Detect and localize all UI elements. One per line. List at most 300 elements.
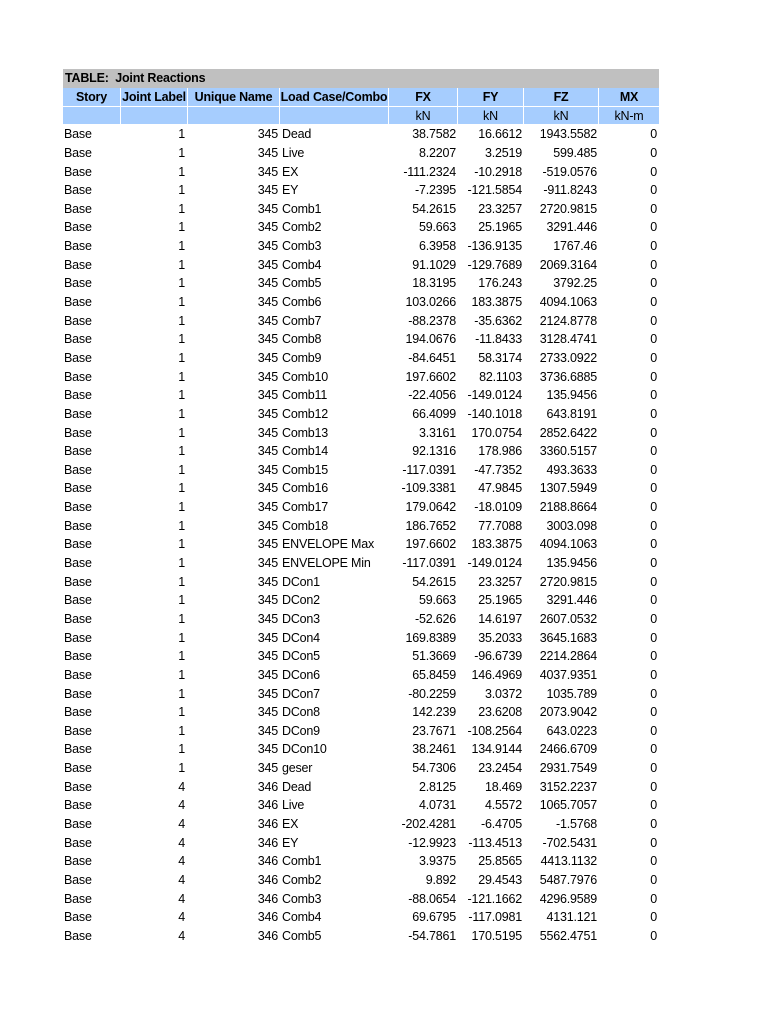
cell-joint-label[interactable]: 1 (178, 518, 185, 533)
cell-load-case[interactable]: Comb12 (282, 406, 329, 421)
cell-story[interactable]: Base (64, 835, 92, 850)
cell-fz[interactable]: -702.5431 (542, 835, 597, 850)
cell-fz[interactable]: 4296.9589 (539, 891, 597, 906)
cell-mx[interactable]: 0 (650, 481, 657, 496)
cell-fx[interactable]: -88.0654 (408, 891, 456, 906)
cell-fz[interactable]: 3152.2237 (539, 779, 597, 794)
cell-mx[interactable]: 0 (650, 444, 657, 459)
cell-fz[interactable]: 135.9456 (546, 388, 597, 403)
unit-fy[interactable]: kN (458, 107, 524, 126)
cell-fz[interactable]: 5562.4751 (539, 928, 597, 943)
cell-fz[interactable]: 1035.789 (546, 686, 597, 701)
cell-unique-name[interactable]: 345 (257, 761, 278, 776)
cell-mx[interactable]: 0 (650, 183, 657, 198)
cell-mx[interactable]: 0 (650, 779, 657, 794)
cell-fz[interactable]: 5487.7976 (539, 872, 597, 887)
cell-joint-label[interactable]: 1 (178, 462, 185, 477)
cell-fx[interactable]: 54.2615 (412, 201, 456, 216)
cell-story[interactable]: Base (64, 630, 92, 645)
cell-fy[interactable]: -6.4705 (481, 816, 522, 831)
cell-joint-label[interactable]: 1 (178, 164, 185, 179)
cell-joint-label[interactable]: 4 (178, 779, 185, 794)
cell-mx[interactable]: 0 (650, 910, 657, 925)
cell-load-case[interactable]: Comb9 (282, 350, 322, 365)
cell-fx[interactable]: -117.0391 (402, 462, 456, 477)
cell-fz[interactable]: 2073.9042 (539, 705, 597, 720)
cell-unique-name[interactable]: 345 (257, 145, 278, 160)
cell-joint-label[interactable]: 1 (178, 350, 185, 365)
cell-story[interactable]: Base (64, 350, 92, 365)
cell-fz[interactable]: 4413.1132 (540, 854, 597, 869)
cell-fz[interactable]: 3003.098 (546, 518, 597, 533)
cell-fz[interactable]: 2607.0532 (539, 611, 597, 626)
cell-fz[interactable]: 2931.7549 (539, 761, 597, 776)
cell-unique-name[interactable]: 345 (257, 500, 278, 515)
cell-fy[interactable]: 134.9144 (471, 742, 522, 757)
cell-fy[interactable]: -108.2564 (467, 723, 522, 738)
cell-story[interactable]: Base (64, 444, 92, 459)
cell-story[interactable]: Base (64, 425, 92, 440)
cell-fy[interactable]: -113.4513 (468, 835, 522, 850)
cell-fy[interactable]: 4.5572 (484, 798, 522, 813)
cell-joint-label[interactable]: 1 (178, 257, 185, 272)
cell-fz[interactable]: 2124.8778 (539, 313, 597, 328)
cell-story[interactable]: Base (64, 388, 92, 403)
cell-joint-label[interactable]: 4 (178, 835, 185, 850)
cell-unique-name[interactable]: 345 (257, 649, 278, 664)
unit-unique-name[interactable] (188, 107, 280, 126)
cell-fy[interactable]: 183.3875 (471, 295, 522, 310)
cell-mx[interactable]: 0 (650, 164, 657, 179)
cell-unique-name[interactable]: 345 (257, 350, 278, 365)
cell-mx[interactable]: 0 (650, 276, 657, 291)
cell-fy[interactable]: 25.1965 (478, 220, 522, 235)
cell-unique-name[interactable]: 346 (257, 928, 278, 943)
cell-unique-name[interactable]: 345 (257, 369, 278, 384)
cell-fy[interactable]: 18.469 (484, 779, 522, 794)
cell-mx[interactable]: 0 (650, 556, 657, 571)
cell-mx[interactable]: 0 (650, 742, 657, 757)
header-load-case[interactable]: Load Case/Combo (280, 88, 389, 107)
cell-unique-name[interactable]: 345 (257, 444, 278, 459)
cell-fx[interactable]: 2.8125 (418, 779, 456, 794)
cell-fz[interactable]: 2733.0922 (539, 350, 597, 365)
cell-fy[interactable]: 25.8565 (478, 854, 522, 869)
cell-load-case[interactable]: Comb7 (282, 313, 322, 328)
cell-load-case[interactable]: Live (282, 145, 305, 160)
cell-joint-label[interactable]: 1 (178, 220, 185, 235)
cell-load-case[interactable]: EX (282, 164, 299, 179)
cell-story[interactable]: Base (64, 257, 92, 272)
cell-fx[interactable]: 169.8389 (405, 630, 456, 645)
cell-joint-label[interactable]: 1 (178, 295, 185, 310)
unit-fz[interactable]: kN (524, 107, 599, 126)
cell-mx[interactable]: 0 (650, 145, 657, 160)
cell-fz[interactable]: 4094.1063 (539, 295, 597, 310)
cell-unique-name[interactable]: 345 (257, 556, 278, 571)
cell-fx[interactable]: 38.7582 (412, 127, 456, 142)
cell-mx[interactable]: 0 (650, 462, 657, 477)
header-story[interactable]: Story (63, 88, 121, 107)
cell-fx[interactable]: -7.2395 (415, 183, 456, 198)
cell-fy[interactable]: 23.2454 (478, 761, 522, 776)
cell-story[interactable]: Base (64, 145, 92, 160)
header-fy[interactable]: FY (458, 88, 524, 107)
cell-joint-label[interactable]: 1 (178, 313, 185, 328)
cell-load-case[interactable]: EY (282, 183, 299, 198)
cell-story[interactable]: Base (64, 406, 92, 421)
cell-story[interactable]: Base (64, 518, 92, 533)
cell-joint-label[interactable]: 4 (178, 910, 185, 925)
cell-mx[interactable]: 0 (650, 332, 657, 347)
cell-story[interactable]: Base (64, 891, 92, 906)
cell-fz[interactable]: 493.3633 (546, 462, 597, 477)
cell-fx[interactable]: -22.4056 (408, 388, 456, 403)
cell-fx[interactable]: 197.6602 (405, 369, 456, 384)
cell-mx[interactable]: 0 (650, 313, 657, 328)
cell-unique-name[interactable]: 345 (257, 127, 278, 142)
cell-fx[interactable]: 8.2207 (418, 145, 456, 160)
cell-fx[interactable]: 6.3958 (418, 239, 456, 254)
cell-story[interactable]: Base (64, 928, 92, 943)
cell-load-case[interactable]: Comb18 (282, 518, 329, 533)
cell-fy[interactable]: 178.986 (478, 444, 522, 459)
cell-fy[interactable]: 23.3257 (478, 574, 522, 589)
cell-unique-name[interactable]: 345 (257, 611, 278, 626)
cell-load-case[interactable]: Comb6 (282, 295, 322, 310)
cell-fx[interactable]: -88.2378 (408, 313, 456, 328)
cell-load-case[interactable]: DCon2 (282, 593, 320, 608)
cell-joint-label[interactable]: 1 (178, 369, 185, 384)
cell-mx[interactable]: 0 (650, 835, 657, 850)
cell-fz[interactable]: 4094.1063 (539, 537, 597, 552)
cell-story[interactable]: Base (64, 127, 92, 142)
cell-story[interactable]: Base (64, 705, 92, 720)
cell-fz[interactable]: 2720.9815 (539, 574, 597, 589)
cell-load-case[interactable]: ENVELOPE Min (282, 556, 371, 571)
cell-joint-label[interactable]: 4 (178, 872, 185, 887)
cell-joint-label[interactable]: 1 (178, 761, 185, 776)
cell-joint-label[interactable]: 1 (178, 444, 185, 459)
cell-load-case[interactable]: DCon3 (282, 611, 320, 626)
cell-unique-name[interactable]: 346 (257, 910, 278, 925)
cell-fz[interactable]: 1767.46 (553, 239, 597, 254)
cell-fy[interactable]: 183.3875 (471, 537, 522, 552)
cell-story[interactable]: Base (64, 574, 92, 589)
cell-unique-name[interactable]: 345 (257, 537, 278, 552)
cell-mx[interactable]: 0 (650, 705, 657, 720)
cell-unique-name[interactable]: 345 (257, 276, 278, 291)
cell-fy[interactable]: 170.5195 (471, 928, 522, 943)
cell-fx[interactable]: 69.6795 (412, 910, 456, 925)
cell-fz[interactable]: 3291.446 (546, 220, 597, 235)
cell-fx[interactable]: 54.2615 (412, 574, 456, 589)
cell-fy[interactable]: 58.3174 (478, 350, 522, 365)
cell-fy[interactable]: 29.4543 (478, 872, 522, 887)
cell-unique-name[interactable]: 345 (257, 462, 278, 477)
cell-load-case[interactable]: Comb10 (282, 369, 329, 384)
cell-unique-name[interactable]: 345 (257, 332, 278, 347)
cell-load-case[interactable]: Comb16 (282, 481, 329, 496)
cell-fx[interactable]: 197.6602 (405, 537, 456, 552)
unit-load-case[interactable] (280, 107, 389, 126)
cell-load-case[interactable]: Comb8 (282, 332, 322, 347)
cell-fy[interactable]: -18.0109 (474, 500, 522, 515)
cell-joint-label[interactable]: 1 (178, 723, 185, 738)
cell-story[interactable]: Base (64, 276, 92, 291)
cell-fy[interactable]: 14.6197 (478, 611, 522, 626)
cell-unique-name[interactable]: 346 (257, 798, 278, 813)
cell-story[interactable]: Base (64, 798, 92, 813)
cell-load-case[interactable]: EX (282, 816, 299, 831)
cell-fx[interactable]: 38.2461 (412, 742, 456, 757)
cell-story[interactable]: Base (64, 239, 92, 254)
cell-unique-name[interactable]: 345 (257, 593, 278, 608)
cell-load-case[interactable]: Comb1 (282, 854, 322, 869)
cell-load-case[interactable]: DCon9 (282, 723, 320, 738)
cell-fy[interactable]: -136.9135 (467, 239, 522, 254)
unit-fx[interactable]: kN (389, 107, 458, 126)
cell-load-case[interactable]: Comb5 (282, 276, 322, 291)
cell-joint-label[interactable]: 1 (178, 276, 185, 291)
cell-load-case[interactable]: Comb11 (282, 388, 328, 403)
cell-joint-label[interactable]: 1 (178, 593, 185, 608)
cell-mx[interactable]: 0 (650, 667, 657, 682)
cell-fx[interactable]: -52.626 (415, 611, 456, 626)
cell-mx[interactable]: 0 (650, 369, 657, 384)
cell-joint-label[interactable]: 4 (178, 798, 185, 813)
cell-unique-name[interactable]: 345 (257, 742, 278, 757)
cell-story[interactable]: Base (64, 742, 92, 757)
cell-load-case[interactable]: DCon4 (282, 630, 320, 645)
cell-story[interactable]: Base (64, 295, 92, 310)
cell-load-case[interactable]: DCon1 (282, 574, 320, 589)
cell-fx[interactable]: -117.0391 (402, 556, 456, 571)
cell-unique-name[interactable]: 345 (257, 481, 278, 496)
cell-unique-name[interactable]: 345 (257, 425, 278, 440)
cell-joint-label[interactable]: 1 (178, 127, 185, 142)
cell-fy[interactable]: -121.5854 (467, 183, 522, 198)
cell-load-case[interactable]: Comb3 (282, 891, 322, 906)
cell-fz[interactable]: -1.5768 (556, 816, 597, 831)
cell-joint-label[interactable]: 4 (178, 891, 185, 906)
cell-load-case[interactable]: geser (282, 761, 313, 776)
cell-unique-name[interactable]: 346 (257, 816, 278, 831)
cell-joint-label[interactable]: 1 (178, 183, 185, 198)
header-joint-label[interactable]: Joint Label (121, 88, 188, 107)
cell-fy[interactable]: 16.6612 (478, 127, 522, 142)
cell-fz[interactable]: 2466.6709 (539, 742, 597, 757)
cell-joint-label[interactable]: 1 (178, 574, 185, 589)
cell-joint-label[interactable]: 1 (178, 388, 185, 403)
cell-fx[interactable]: 194.0676 (405, 332, 456, 347)
cell-unique-name[interactable]: 345 (257, 406, 278, 421)
cell-fy[interactable]: 3.0372 (484, 686, 522, 701)
cell-load-case[interactable]: Comb4 (282, 257, 322, 272)
header-fz[interactable]: FZ (524, 88, 599, 107)
cell-fx[interactable]: 91.1029 (412, 257, 456, 272)
cell-load-case[interactable]: Comb4 (282, 910, 322, 925)
header-unique-name[interactable]: Unique Name (188, 88, 280, 107)
cell-unique-name[interactable]: 345 (257, 239, 278, 254)
cell-fy[interactable]: 3.2519 (484, 145, 522, 160)
cell-story[interactable]: Base (64, 854, 92, 869)
cell-load-case[interactable]: Dead (282, 127, 312, 142)
cell-fz[interactable]: 135.9456 (546, 556, 597, 571)
cell-fx[interactable]: -202.4281 (401, 816, 456, 831)
cell-unique-name[interactable]: 345 (257, 295, 278, 310)
cell-fz[interactable]: 3645.1683 (539, 630, 597, 645)
cell-fy[interactable]: 176.243 (478, 276, 522, 291)
cell-mx[interactable]: 0 (650, 854, 657, 869)
cell-fz[interactable]: 1307.5949 (539, 481, 597, 496)
cell-load-case[interactable]: DCon8 (282, 705, 320, 720)
cell-joint-label[interactable]: 1 (178, 425, 185, 440)
cell-fy[interactable]: 77.7088 (478, 518, 522, 533)
cell-joint-label[interactable]: 1 (178, 332, 185, 347)
cell-fx[interactable]: 65.8459 (412, 667, 456, 682)
cell-load-case[interactable]: EY (282, 835, 299, 850)
cell-fx[interactable]: -12.9923 (408, 835, 456, 850)
cell-load-case[interactable]: DCon5 (282, 649, 320, 664)
cell-load-case[interactable]: Comb1 (282, 201, 322, 216)
cell-mx[interactable]: 0 (650, 630, 657, 645)
cell-fy[interactable]: 146.4969 (471, 667, 522, 682)
cell-story[interactable]: Base (64, 686, 92, 701)
cell-fx[interactable]: 18.3195 (412, 276, 456, 291)
cell-unique-name[interactable]: 345 (257, 388, 278, 403)
cell-fz[interactable]: 599.485 (553, 145, 597, 160)
cell-story[interactable]: Base (64, 649, 92, 664)
cell-story[interactable]: Base (64, 220, 92, 235)
cell-mx[interactable]: 0 (650, 388, 657, 403)
cell-fz[interactable]: -519.0576 (542, 164, 597, 179)
cell-fy[interactable]: 25.1965 (478, 593, 522, 608)
header-fx[interactable]: FX (389, 88, 458, 107)
cell-fy[interactable]: -129.7689 (467, 257, 522, 272)
cell-story[interactable]: Base (64, 313, 92, 328)
cell-mx[interactable]: 0 (650, 798, 657, 813)
cell-unique-name[interactable]: 345 (257, 723, 278, 738)
cell-fy[interactable]: -121.1662 (467, 891, 522, 906)
cell-unique-name[interactable]: 345 (257, 667, 278, 682)
cell-mx[interactable]: 0 (650, 816, 657, 831)
unit-mx[interactable]: kN-m (599, 107, 659, 126)
cell-load-case[interactable]: Comb2 (282, 872, 322, 887)
cell-fz[interactable]: 3360.5157 (539, 444, 597, 459)
cell-fy[interactable]: 35.2033 (478, 630, 522, 645)
cell-unique-name[interactable]: 346 (257, 835, 278, 850)
cell-load-case[interactable]: Comb13 (282, 425, 329, 440)
cell-unique-name[interactable]: 345 (257, 574, 278, 589)
cell-story[interactable]: Base (64, 556, 92, 571)
cell-fz[interactable]: 4037.9351 (539, 667, 597, 682)
cell-story[interactable]: Base (64, 667, 92, 682)
cell-unique-name[interactable]: 346 (257, 854, 278, 869)
cell-joint-label[interactable]: 1 (178, 649, 185, 664)
cell-story[interactable]: Base (64, 183, 92, 198)
cell-unique-name[interactable]: 346 (257, 891, 278, 906)
header-mx[interactable]: MX (599, 88, 659, 107)
cell-fy[interactable]: -149.0124 (467, 388, 522, 403)
cell-joint-label[interactable]: 1 (178, 500, 185, 515)
cell-mx[interactable]: 0 (650, 425, 657, 440)
cell-mx[interactable]: 0 (650, 761, 657, 776)
cell-mx[interactable]: 0 (650, 239, 657, 254)
cell-fy[interactable]: 170.0754 (471, 425, 522, 440)
cell-mx[interactable]: 0 (650, 574, 657, 589)
cell-load-case[interactable]: Comb5 (282, 928, 322, 943)
cell-fz[interactable]: 643.8191 (546, 406, 597, 421)
cell-fx[interactable]: 103.0266 (405, 295, 456, 310)
cell-mx[interactable]: 0 (650, 295, 657, 310)
cell-story[interactable]: Base (64, 481, 92, 496)
cell-story[interactable]: Base (64, 910, 92, 925)
cell-mx[interactable]: 0 (650, 257, 657, 272)
cell-load-case[interactable]: ENVELOPE Max (282, 537, 375, 552)
cell-unique-name[interactable]: 345 (257, 220, 278, 235)
cell-fx[interactable]: -84.6451 (408, 350, 456, 365)
cell-fx[interactable]: -54.7861 (408, 928, 456, 943)
cell-unique-name[interactable]: 345 (257, 164, 278, 179)
cell-unique-name[interactable]: 346 (257, 779, 278, 794)
cell-mx[interactable]: 0 (650, 872, 657, 887)
cell-fz[interactable]: 2720.9815 (539, 201, 597, 216)
cell-joint-label[interactable]: 1 (178, 239, 185, 254)
cell-fx[interactable]: 179.0642 (405, 500, 456, 515)
cell-load-case[interactable]: Comb3 (282, 239, 322, 254)
cell-mx[interactable]: 0 (650, 518, 657, 533)
cell-unique-name[interactable]: 345 (257, 313, 278, 328)
cell-load-case[interactable]: Live (282, 798, 305, 813)
cell-fz[interactable]: 4131.121 (546, 910, 597, 925)
cell-fx[interactable]: 23.7671 (412, 723, 456, 738)
cell-load-case[interactable]: DCon7 (282, 686, 320, 701)
cell-fy[interactable]: -117.0981 (468, 910, 522, 925)
cell-story[interactable]: Base (64, 611, 92, 626)
cell-fz[interactable]: 1065.7057 (539, 798, 597, 813)
cell-mx[interactable]: 0 (650, 406, 657, 421)
cell-fx[interactable]: 4.0731 (418, 798, 456, 813)
cell-unique-name[interactable]: 345 (257, 201, 278, 216)
cell-fx[interactable]: 51.3669 (412, 649, 456, 664)
cell-unique-name[interactable]: 345 (257, 705, 278, 720)
cell-fx[interactable]: 59.663 (418, 220, 456, 235)
cell-fy[interactable]: -10.2918 (474, 164, 522, 179)
cell-fx[interactable]: 54.7306 (412, 761, 456, 776)
cell-fx[interactable]: 142.239 (412, 705, 456, 720)
cell-joint-label[interactable]: 1 (178, 630, 185, 645)
cell-fy[interactable]: -149.0124 (467, 556, 522, 571)
cell-mx[interactable]: 0 (650, 891, 657, 906)
cell-story[interactable]: Base (64, 779, 92, 794)
cell-fx[interactable]: 92.1316 (412, 444, 456, 459)
cell-mx[interactable]: 0 (650, 593, 657, 608)
cell-mx[interactable]: 0 (650, 723, 657, 738)
cell-fx[interactable]: 3.9375 (418, 854, 456, 869)
cell-unique-name[interactable]: 345 (257, 630, 278, 645)
cell-unique-name[interactable]: 345 (257, 518, 278, 533)
cell-story[interactable]: Base (64, 201, 92, 216)
cell-mx[interactable]: 0 (650, 928, 657, 943)
cell-fy[interactable]: -11.8433 (475, 332, 522, 347)
cell-fy[interactable]: -47.7352 (474, 462, 522, 477)
cell-load-case[interactable]: Comb15 (282, 462, 329, 477)
cell-story[interactable]: Base (64, 369, 92, 384)
cell-load-case[interactable]: Comb14 (282, 444, 329, 459)
cell-mx[interactable]: 0 (650, 649, 657, 664)
cell-joint-label[interactable]: 1 (178, 705, 185, 720)
